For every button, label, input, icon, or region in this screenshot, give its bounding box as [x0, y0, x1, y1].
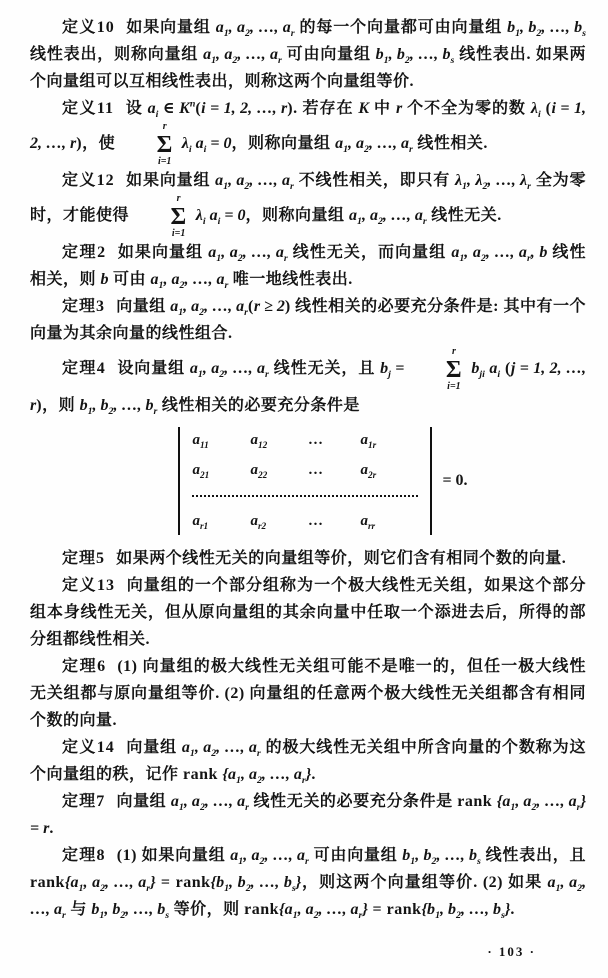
paragraph-label: 定义14: [62, 739, 115, 756]
paragraph: 定义14 向量组 $a_1$, $a_2$, …, $a_r$ 的极大线性无关组中所含向量的个数称为这个向量组的秩，记作 rank {$a_1$, $a_2$, …, $a_r$}.: [30, 739, 586, 787]
determinant-entry: $a_{r2}$: [250, 513, 267, 532]
math-expression: $b_1$, $b_2$, …, $b_s$: [507, 19, 586, 40]
math-expression: r: [395, 100, 403, 117]
paragraph-label: 定理5: [62, 550, 106, 567]
math-expression: {$a_1$, $a_2$, …, $a_r\} = r$: [30, 793, 587, 837]
math-expression: $\lambda_1$, $\lambda_2$, …, $\lambda_r$: [454, 172, 531, 193]
paragraph: 定理6 (1) 向量组的极大线性无关组可能不是唯一的，但任一极大线性无关组都与原向量组等价. (2) 向量组的任意两个极大线性无关组都含有相同个数的向量.: [30, 658, 586, 729]
math-expression: b: [100, 271, 109, 288]
math-expression: $b_1$, $b_2$, …, $b_s$: [402, 847, 481, 868]
math-expression: i = 1, 2, …, r: [30, 100, 586, 153]
math-expression: $\lambda_i$ $a_i = 0$: [177, 135, 232, 156]
math-expression: {$a_1$, $a_2$, …, $a_r$}: [279, 901, 368, 922]
paragraph-label: 定义12: [62, 172, 115, 189]
math-expression: {$b_1$, $b_2$, …, $b_s$}: [421, 901, 511, 922]
paragraph: 定理7 向量组 $a_1$, $a_2$, …, $a_r$ 线性无关的必要充分条件是 rank {$a_1$, $a_2$, …, $a_r\} = r$.: [30, 793, 587, 837]
math-expression: $b_1$, $b_2$, …, $b_r$: [79, 397, 158, 418]
content: [30, 14, 586, 923]
paragraph-label: 定理8: [62, 847, 106, 864]
determinant-matrix: [178, 427, 432, 535]
math-expression: $a_1$, $a_2$, …, $a_r$: [215, 19, 295, 40]
paragraph: 定义10 如果向量组 $a_1$, $a_2$, …, $a_r$ 的每一个向量都可由向量组 $b_1$, $b_2$, …, $b_s$ 线性表出，则称向量组 $a_1$, $a_2$, …, $a_r$ 可由向量组 $b_1$, $b_2$, …, $b_s$ 线性表出. 如果两个向量组可以互相线性表出，则称这两个向量组等价.: [30, 19, 586, 90]
equals-zero: = 0.: [442, 472, 468, 489]
paragraph: 定理3 向量组 $a_1$, $a_2$, …, $a_r(r \ge 2)$ 线性相关的必要充分条件是: 其中有一个向量为其余向量的线性组合.: [30, 298, 586, 342]
determinant-entry: $a_{rr}$: [360, 513, 376, 532]
page-number: · 103 ·: [487, 944, 536, 959]
paragraph-label: 定理7: [62, 793, 106, 810]
paragraph: 定理8 (1) 如果向量组 $a_1$, $a_2$, …, $a_r$ 可由向量组 $b_1$, $b_2$, …, $b_s$ 线性表出，且 $rank\{a_1$, $a_2$, …, $a_r$} = $rank\{b_1$, $b_2$, …, $b_s$}，则这两个向量组等价. (2) 如果 $a_1$, $a_2$, …, $a_r$ 与 $b_1$, $b_2$, …, $b_s$ 等价，则 $rank\{a_1$, $a_2$, …, $a_r$} = $rank\{b_1$, $b_2$, …, $b_s$}.: [30, 847, 587, 922]
math-expression: $a_1$, $a_2$, …, $a_r$: [170, 298, 248, 319]
paragraph-label: 定义10: [62, 19, 115, 36]
paragraph-label: 定理4: [62, 360, 106, 378]
paragraph: 定理4 设向量组 $a_1$, $a_2$, …, $a_r$ 线性无关，且 $b_j$ = r Σ i=1 $b_{ji}$ $a_i$ (j = 1, 2, …, r)，则 $b_1$, $b_2$, …, $b_r$ 线性相关的必要充分条件是: [30, 346, 587, 418]
math-expression: $a_1$, $a_2$, …, $a_r$: [349, 207, 427, 228]
determinant-entry: $a_{22}$: [250, 462, 268, 481]
paragraph: 定理2 如果向量组 $a_1$, $a_2$, …, $a_r$ 线性无关，而向量组 $a_1$, $a_2$, …, $a_r$, b 线性相关，则 b 可由 $a_1$, $a_2$, …, $a_r$ 唯一地线性表出.: [30, 244, 586, 292]
determinant-equation: [60, 427, 586, 535]
determinant-entry: $a_{r1}$: [192, 513, 209, 532]
math-expression: $a_1$, $a_2$, …, $a_r$: [208, 244, 288, 265]
determinant-entry: $a_{21}$: [192, 462, 210, 481]
math-expression: $\lambda_i$: [530, 100, 541, 121]
math-expression: $a_1$, $a_2$, …, $a_r$: [335, 135, 413, 156]
math-expression: {$b_1$, $b_2$, …, $b_s$}: [210, 874, 302, 895]
determinant-entry: …: [308, 432, 324, 448]
math-expression: {$a_1$, $a_2$, …, $a_r$}: [222, 766, 312, 787]
math-expression: $b_j$ =: [380, 360, 409, 381]
determinant-entry: …: [308, 513, 324, 529]
paragraph-label: 定理2: [62, 244, 107, 261]
math-expression: {$a_1$, $a_2$, …, $a_r$}: [64, 874, 156, 895]
math-expression: j = 1, 2, …, r: [30, 360, 587, 414]
paragraph-label: 定义13: [62, 577, 116, 594]
math-expression: $b_1$, $b_2$, …, $b_s$: [91, 901, 170, 922]
math-expression: $a_1$, $a_2$, …, $a_r$: [215, 172, 294, 193]
determinant-entry: $a_{2r}$: [360, 462, 377, 481]
determinant-entry: …: [308, 462, 324, 478]
math-expression: r ≥ 2: [253, 298, 285, 315]
math-expression: $a_1$, $a_2$, …, $a_r$, b: [451, 244, 548, 265]
math-expression: $a_1$, $a_2$, …, $a_r$: [30, 874, 587, 922]
summation-symbol: r Σ i=1: [156, 121, 173, 167]
math-expression: K: [358, 100, 370, 117]
paragraph-label: 定理3: [62, 298, 106, 315]
paragraph: 定理5 如果两个线性无关的向量组等价，则它们含有相同个数的向量.: [62, 550, 567, 567]
summation-symbol: r Σ i=1: [445, 346, 463, 392]
math-expression: $a_1$, $a_2$, …, $a_r$: [150, 271, 229, 292]
math-expression: $b_{ji}$ $a_i$: [467, 360, 501, 381]
math-expression: $a_1$, $a_2$, …, $a_r$: [203, 46, 282, 67]
summation-symbol: r Σ i=1: [170, 193, 187, 239]
math-expression: i = 1, 2, …, r: [201, 100, 288, 117]
paragraph-label: 定理6: [62, 658, 107, 675]
paragraph: 定义13 向量组的一个部分组称为一个极大线性无关组，如果这个部分组本身线性无关，但从原向量组的其余向量中任取一个添进去后，所得的部分组都线性相关.: [30, 577, 586, 648]
paragraph: 定义11 设 $a_i$ ∈ $K^n(i = 1$, 2, …, r). 若存在 K 中 r 个不全为零的数 $\lambda_i$ (i = 1, 2, …, r)，使 r Σ i=1 $\lambda_i$ $a_i = 0$，则称向量组 $a_1$, $a_2$, …, $a_r$ 线性相关.: [30, 98, 586, 167]
math-expression: $a_1$, $a_2$, …, $a_r$: [181, 739, 261, 760]
math-expression: $b_1$, $b_2$, …, $b_s$: [375, 46, 455, 67]
paragraph: 定义12 如果向量组 $a_1$, $a_2$, …, $a_r$ 不线性相关，即只有 $\lambda_1$, $\lambda_2$, …, $\lambda_r$ 全为零时，才能使得 r Σ i=1 $\lambda_i$ $a_i = 0$，则称向量组 $a_1$, $a_2$, …, $a_r$ 线性无关.: [30, 172, 586, 239]
math-expression: $a_i$ ∈ $K^n$: [147, 98, 196, 121]
paragraph-label: 定义11: [62, 100, 115, 117]
math-expression: $a_1$, $a_2$, …, $a_r$: [189, 360, 269, 381]
determinant-dotted-row: [192, 495, 418, 497]
math-expression: $\lambda_i$ $a_i = 0$: [191, 207, 246, 228]
math-expression: $a_1$, $a_2$, …, $a_r$: [170, 793, 249, 814]
determinant-entry: $a_{1r}$: [360, 432, 377, 451]
math-expression: $a_1$, $a_2$, …, $a_r$: [230, 847, 309, 868]
determinant-entry: $a_{11}$: [192, 432, 209, 451]
determinant-entry: $a_{12}$: [250, 432, 268, 451]
